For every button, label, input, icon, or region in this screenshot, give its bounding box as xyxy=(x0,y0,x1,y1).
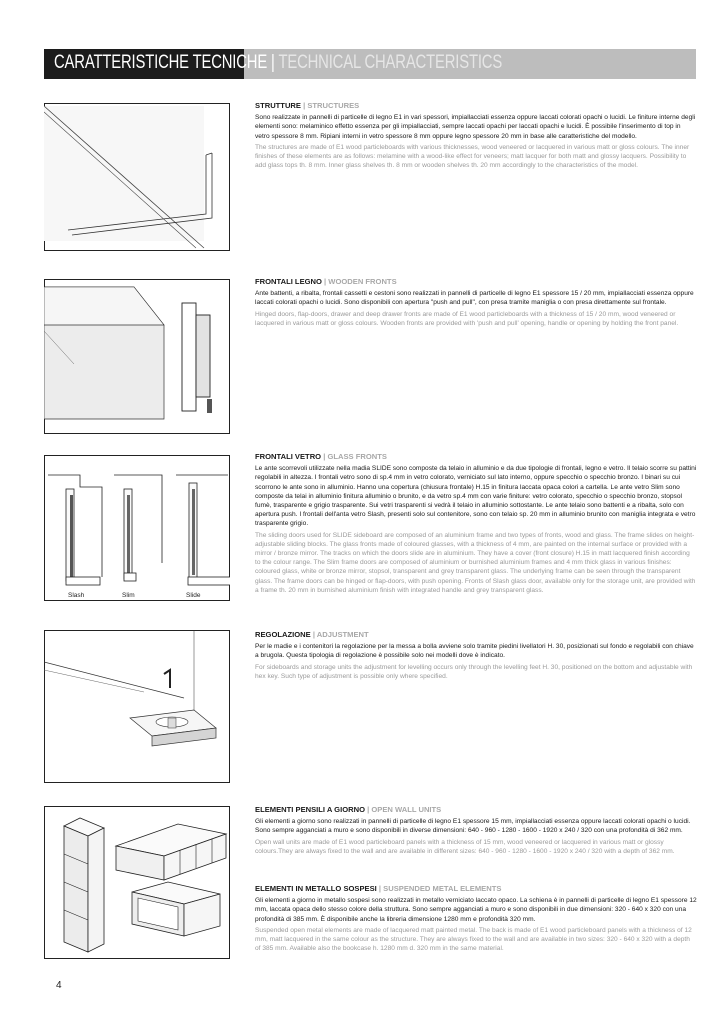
page-title-separator: | xyxy=(267,52,279,73)
heading-en: SUSPENDED METAL ELEMENTS xyxy=(383,884,502,893)
label-slash: Slash xyxy=(68,592,85,599)
glass-fronts-illustration xyxy=(44,455,230,601)
page-header xyxy=(44,49,696,79)
text-english: For sideboards and storage units the adjustment for levelling occurs only through the levelling feet H. 30, positioned on the bottom and adjustable with hex key. Such type of adjustment is possible only where specified. xyxy=(255,663,693,680)
section-heading: FRONTALI VETRO | GLASS FRONTS xyxy=(255,452,387,461)
heading-en: STRUCTURES xyxy=(307,101,360,110)
text-english: The sliding doors used for SLIDE sideboard are composed of an aluminium frame and two types of fronts, wood and glass. The frame slides on height-adjustable sliding blocks. The glass fronts made of coloured glasses, with a thickness of 4 mm, are painted on the internal surface or provided with a mirror / bronze mirror. The tracks on which the doors slide are in aluminium. They have a cover (front closure) H.15 in matt lacquered finish according to the colour range. The Slim frame doors are composed of aluminium or burnished aluminium frames and 4 mm thick glass in various finishes: coloured glass, white or bronze mirror, stopsol, transparent and grey transparent glass. The underlying frame can be seen through the transparent glass. The frame doors can be hinged or flap-doors, with push opening. Fronts of Slash glass door, available only for the storage unit, are provided with a frame th. 20 mm in burnished aluminium finish with integrated handle and grey transparent glass. xyxy=(255,531,696,594)
text-italian: Per le madie e i contenitori la regolazione per la messa a bolla avviene solo tramite piedini livellatori H. 30, posizionati sul fondo e regolabili con chiave a brugola. Questa tipologia di regolazione è possibile solo nei modelli dove è indicato. xyxy=(255,643,694,660)
section-open-wall-units xyxy=(255,805,697,856)
heading-en: WOODEN FRONTS xyxy=(328,277,397,286)
heading-it: REGOLAZIONE xyxy=(255,630,311,639)
section-heading: ELEMENTI IN METALLO SOSPESI | SUSPENDED METAL ELEMENTS xyxy=(255,884,502,893)
section-heading: ELEMENTI PENSILI A GIORNO | OPEN WALL UNITS xyxy=(255,805,442,814)
section-adjustment xyxy=(255,630,697,681)
page-title-en: TECHNICAL CHARACTERISTICS xyxy=(278,52,503,73)
section-wooden-fronts xyxy=(255,277,697,328)
heading-it: STRUTTURE xyxy=(255,101,301,110)
heading-en: OPEN WALL UNITS xyxy=(371,805,442,814)
text-english: The structures are made of E1 wood particleboards with various thicknesses, wood veneered or lacquered in various matt or gloss colours. The inner finishes of these elements are as follows: melamine with a wood-like effect for veneers; matt lacquer for both matt and glossy lacquers. Possibility to add glass tops th. 8 mm. Inner glass shelves th. 8 mm or wooden shelves th. 20 mm accordingly to the characteristics of the model. xyxy=(255,143,690,170)
heading-it: ELEMENTI PENSILI A GIORNO xyxy=(255,805,365,814)
section-heading: REGOLAZIONE | ADJUSTMENT xyxy=(255,630,369,639)
section-glass-fronts xyxy=(255,452,697,595)
label-slim: Slim xyxy=(122,592,135,599)
page-number: 4 xyxy=(56,980,62,991)
text-italian: Gli elementi a giorno in metallo sospesi sono realizzati in metallo verniciato laccato opaco. La schiena è in pannelli di particelle di legno E1 spessore 12 mm, laccata opaca dello stesso colore della struttura. Sono sempre agganciati a muro e sono disponibili in due dimensioni: 320 - 640 x 320 con una profondità di 385 mm. È disponibile anche la libreria dimensione 1280 mm e profondità 320 mm. xyxy=(255,897,697,923)
heading-en: GLASS FRONTS xyxy=(327,452,387,461)
text-italian: Gli elementi a giorno sono realizzati in pannelli di particelle di legno E1 spessore 15 mm, impiallacciati essenza oppure laccati colorati opachi o lucidi. Sono sempre agganciati a muro e sono disponibili in diverse dimensioni: 640 - 960 - 1280 - 1600 - 1920 x 240 / 320 con una profondità di 362 mm. xyxy=(255,818,691,835)
text-italian: Le ante scorrevoli utilizzate nella madia SLIDE sono composte da telaio in alluminio e da due tipologie di frontali, legno e vetro. Il telaio scorre su pattini regolabili in altezza. I frontali vetro sono di sp.4 mm in vetro colorato, verniciato sul lato interno, oppure specchio o specchio bronzo. I binari su cui scorrono le ante sono in alluminio. Hanno una copertura (chiusura frontale) H.15 in finitura laccata opaca colori a cartella. Le ante vetro Slim sono composte da telai in alluminio finitura alluminio o brunito, e da vetro sp.4 mm con varie finiture: vetro colorato, specchio o specchio bronzo, stopsol fumè, trasparente e grigio trasparente. Sui vetri trasparenti si vedrà il telaio in alluminio sottostante. Le ante telaio sono battenti e a ribalta, solo con apertura push. I frontali dell'anta vetro Slash, presenti solo sul contenitore, sono con telaio sp. 20 mm in alluminio brunito con maniglia integrata e vetro trasparente grigio. xyxy=(255,465,697,528)
section-metal-elements xyxy=(255,884,697,953)
page-title-it: CARATTERISTICHE TECNICHE xyxy=(54,52,268,73)
heading-it: FRONTALI LEGNO xyxy=(255,277,322,286)
section-heading: STRUTTURE | STRUCTURES xyxy=(255,101,360,110)
heading-it: FRONTALI VETRO xyxy=(255,452,322,461)
section-heading: FRONTALI LEGNO | WOODEN FRONTS xyxy=(255,277,397,286)
text-italian: Sono realizzate in pannelli di particelle di legno E1 in vari spessori, impiallacciati essenza oppure laccati colorati opachi o lucidi. Le finiture interne degli elementi sono: melaminico effetto essenza per gli impiallacciati, sempre laccati opachi per laccati opachi e lucidi. È possibile l'inserimento di top in vetro spessore 8 mm. Ripiani interni in vetro spessore 8 mm oppure legno spessore 20 mm in base alle caratteristiche del modello. xyxy=(255,114,696,140)
page-title xyxy=(54,52,502,74)
section-structures xyxy=(255,101,697,170)
wall-units-illustration xyxy=(44,806,230,959)
heading-it: ELEMENTI IN METALLO SOSPESI xyxy=(255,884,377,893)
text-italian: Ante battenti, a ribalta, frontali cassetti e cestoni sono realizzati in pannelli di particelle di legno E1 spessore 15 / 20 mm, impiallacciati essenza oppure laccati colorati opachi o lucidi. Sono disponibili con apertura "push and pull", con presa tramite maniglia o con presa direttamente sul frontale. xyxy=(255,290,694,307)
text-english: Hinged doors, flap-doors, drawer and deep drawer fronts are made of E1 wood particleboards with a thickness of 15 / 20 mm, wood veneered or lacquered in various matt or gloss colours. Wooden fronts are provided with 'push and pull' opening, handle or opening by holding the front panel. xyxy=(255,310,679,327)
adjustment-illustration xyxy=(44,630,230,783)
structures-illustration xyxy=(44,103,230,251)
label-slide: Slide xyxy=(186,592,201,599)
text-english: Suspended open metal elements are made of lacquered matt painted metal. The back is made of E1 wood particleboard panels with a thickness of 12 mm, matt lacquered in the same colour as the structure. They are always fixed to the wall and are available in two sizes: 320 - 640 x 320 with a depth of 385 mm. Available also the bookcase h. 1280 mm d. 320 mm in the same material. xyxy=(255,926,692,953)
wooden-fronts-illustration xyxy=(44,279,230,434)
text-english: Open wall units are made of E1 wood particleboard panels with a thickness of 15 mm, wood veneered or lacquered in various matt or glossy colours.They are always fixed to the wall and are available in different sizes: 640 - 960 - 1280 - 1600 - 1920 x 240 / 320 with a depth of 362 mm. xyxy=(255,838,675,855)
heading-en: ADJUSTMENT xyxy=(316,630,369,639)
